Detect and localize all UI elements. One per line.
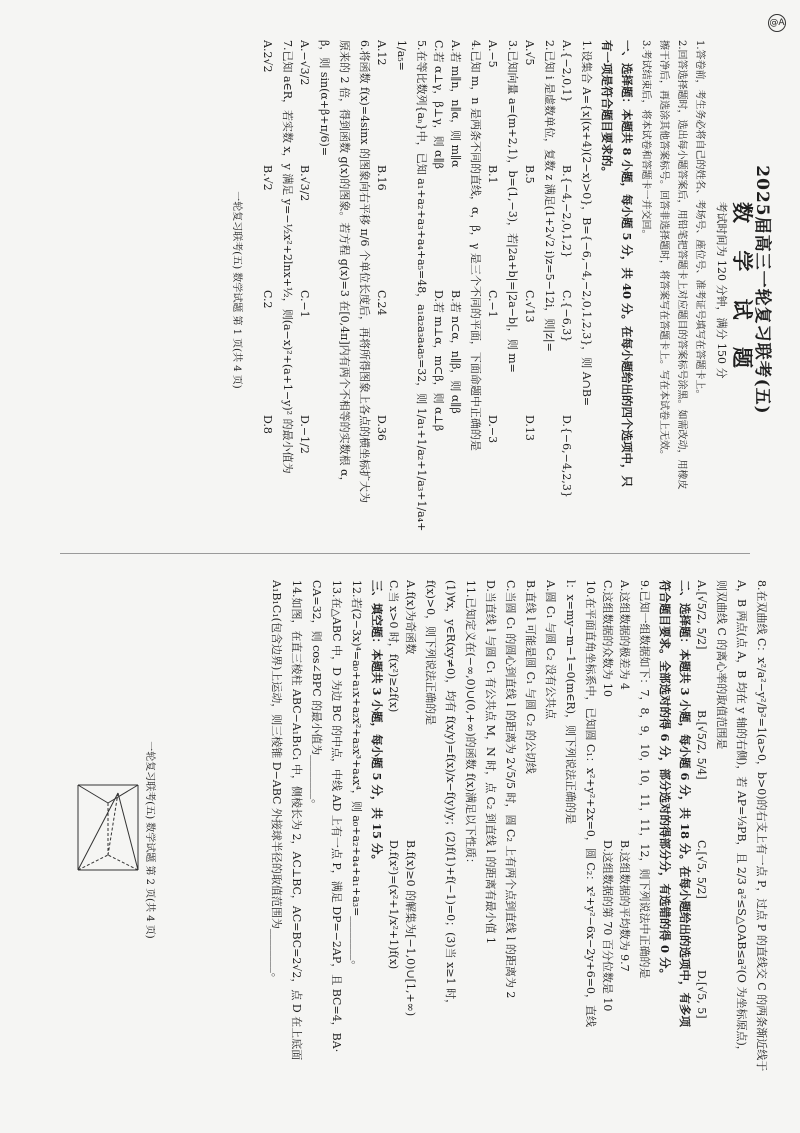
option: C.√13 — [523, 290, 536, 323]
question-10-option-a: A.圆 C₁ 与圆 C₂ 没有公共点 — [544, 580, 557, 720]
exam-title: 2025届高三一轮复习联考(五) — [752, 165, 772, 415]
note-1: 1.答卷前，考生务必将自己的姓名、考场号、座位号、准考证号填写在答题卡上。 — [694, 40, 705, 400]
option: D.{−6,−4,2,3} — [560, 415, 573, 498]
question-7-options — [259, 40, 276, 540]
option: B.16 — [375, 165, 388, 191]
note-3: 擦干净后，再选涂其他答案标号。回答非选择题时，将答案写在答题卡上。写在本试卷上无效。 — [658, 40, 669, 460]
option: C.{−6,3} — [560, 290, 573, 343]
option: A.{−2,0,1} — [560, 40, 573, 103]
question-1-options — [558, 40, 575, 540]
question-6: 6.将函数 f(x)=4sinx 的图象向右平移 π/6 个单位长度后，再将所得图象上各点的横坐标扩大为 — [358, 40, 371, 503]
option: A.√5 — [523, 40, 536, 66]
option: A.[√5/2, 5/2] — [695, 580, 708, 650]
question-9: 9.已知一组数据如下：7，8，9，10，10，11，11，12，则下列说法中正确的是 — [638, 580, 651, 979]
option: C.24 — [375, 290, 388, 316]
question-14: 14.如图，在直三棱柱 ABC−A₁B₁C₁ 中，侧棱长为 2，AC⊥BC，AC=BC=2√2，点 D 在上底面 — [290, 580, 303, 1061]
option: A.−5 — [486, 40, 499, 68]
question-8: 8.在双曲线 C：x²/a²−y²/b²=1(a>0，b>0)的右支上有一点 P，过点 P 的直线交 C 的两条渐近线于 — [755, 580, 768, 1072]
question-6-options — [296, 40, 313, 540]
option: B.{−4,−2,0,1,2} — [560, 165, 573, 258]
option: A.12 — [375, 40, 388, 66]
question-3: 3.已知向量 a=(m+2,1)，b=(1,−3)，若|2a+b|=|2a−b|，则 m= — [506, 40, 519, 373]
question-8-options — [693, 580, 710, 1100]
page-1-footer: 一轮复习联考(五) 数学试题 第 1 页(共 4 页) — [231, 191, 242, 389]
question-2: 2.已知 i 是虚数单位，复数 z 满足(1+2√2 i)z=5−12i，则|z|= — [543, 40, 556, 352]
option: D.这组数据的第 70 百分位数是 10 — [601, 840, 614, 1012]
question-13-cont: CA=32，则 cos∠BPC 的最小值为________。 — [310, 580, 323, 811]
option: B.√2 — [261, 165, 274, 191]
question-10-option-b: B.直线 l 可能是圆 C₁ 与圆 C₂ 的公切线 — [524, 580, 537, 774]
option: D.−1/2 — [298, 415, 311, 454]
section-2-heading-cont: 符合题目要求。全部选对的得 6 分，部分选对的得部分分，有选错的得 0 分。 — [658, 580, 672, 981]
exam-subject: 数 学 试 题 — [730, 202, 755, 378]
option: C.−1 — [486, 290, 499, 318]
question-11: 11.已知定义在(−∞,0)∪(0,+∞)的函数 f(x)满足以下性质： — [464, 580, 477, 869]
option: D.f(x²)=(x²+1/x²+1)f(x) — [387, 840, 400, 970]
question-9-options-row-2 — [599, 580, 616, 1100]
option: B.√3/2 — [298, 165, 311, 202]
question-10-cont: l：x=my−m−1=0(m∈R)，则下列说法正确的是 — [564, 580, 577, 825]
question-8-cont: A，B 两点(点 A，B 均在 y 轴的右侧)，若 AP=⅓PB，且 2/3 a²≤S△OAB≤a²(O 为坐标原点)， — [735, 580, 748, 1057]
prism-edge — [78, 855, 108, 870]
option: D.13 — [523, 415, 536, 441]
question-11-options-row-1 — [402, 580, 419, 1100]
option: B.若 n⊂α，n∥β，则 α∥β — [449, 290, 462, 414]
option: D.8 — [261, 415, 274, 434]
prism-edge — [108, 855, 138, 870]
question-6-cont-2: β，则 sin(α+β+π/6)= — [318, 40, 331, 157]
question-1: 1.设集合 A={x|(x+4)(2−x)>0}，B={−6,−4,−2,0,1,2,3}，则 A∩B= — [580, 40, 593, 407]
question-4: 4.已知 m，n 是两条不同的直线，α，β，γ 是三个不同的平面，下面命题中正确的是 — [469, 40, 482, 451]
page-divider — [60, 553, 750, 554]
option: A.若 m∥n，n∥α，则 m∥α — [449, 40, 462, 168]
option: C.2 — [261, 290, 274, 309]
prism-edge — [118, 793, 138, 870]
question-4-options-row-2 — [430, 40, 447, 540]
question-11-options-row-2 — [385, 580, 402, 1100]
section-1-heading: 一、选择题：本题共 8 小题，每小题 5 分，共 40 分。在每小题给出的四个选项中，只 — [620, 40, 634, 488]
question-11-cont-2: f(x)>0，则下列说法正确的是 — [424, 580, 437, 726]
question-10-option-c: C.当圆 C₁ 的圆心到直线 l 的距离为 2√5/5 时，圆 C₂ 上有两个点到直线 l 的距离为 2 — [504, 580, 517, 999]
question-14-cont: A₁B₁C₁(包含边界)上运动，则三棱锥 D−ABC 外接球半径的取值范围为________。 — [270, 580, 283, 984]
question-7: 7.已知 a∈R，若实数 x，y 满足 y=−½x²+2lnx+½，则(a−x)²+(a+1−y)² 的最小值为 — [281, 40, 294, 474]
note-2: 2.回答选择题时，选出每小题答案后，用铅笔把答题卡上对应题目的答案标号涂黑。如需改动，用橡皮 — [676, 40, 687, 490]
option: A.2√2 — [261, 40, 274, 73]
section-2-heading: 二、选择题：本题共 3 小题，每小题 6 分，共 18 分。在每小题给出的选项中，有多项 — [678, 580, 692, 1028]
option: B.5 — [523, 165, 536, 184]
option: B.[√5/2, 5/4] — [695, 710, 708, 780]
question-2-options — [521, 40, 538, 540]
question-5-cont: 1/a₅= — [395, 40, 408, 71]
prism-edge — [78, 785, 108, 803]
question-6-cont: 原来的 2 倍，得到函数 g(x)的图象。若方程 g(x)=3 在[0,4π]内有两个不相等的实数根 α， — [338, 40, 351, 488]
option: C.当 x>0 时，f(x²)≥2f(x) — [387, 580, 400, 713]
question-10-option-d: D.当直线 l 与圆 C₁ 有公共点 M，N 时，点 C₂ 到直线 l 的距离有最小值 1 — [484, 580, 497, 944]
option: C.−1 — [298, 290, 311, 318]
question-11-cont: (1)∀x，y∈R(xy≠0)，均有 f(x/y)=f(x)/x−f(y)/y；(2)f(1)+f(−1)=0；(3)当 x≥1 时， — [444, 580, 457, 1011]
question-10: 10.在平面直角坐标系中，已知圆 C₁：x²+y²+2x=0，圆 C₂：x²+y²−6x−2y+6=0，直线 — [584, 580, 597, 1027]
prism-figure — [58, 775, 158, 885]
prism-edge — [78, 793, 118, 870]
question-8-cont-2: 则双曲线 C 的离心率的取值范围是 — [715, 580, 728, 750]
option: B.1 — [486, 165, 499, 184]
option: B.f(x)≥0 的解集为[−1,0)∪[1,+∞) — [404, 840, 417, 1017]
prism-edge — [108, 785, 138, 803]
question-3-options — [484, 40, 501, 540]
option: C.若 α⊥γ，β⊥γ，则 α∥β — [432, 40, 445, 170]
page-2-footer: 一轮复习联考(五) 数学试题 第 2 页(共 4 页) — [144, 741, 155, 939]
option: C.这组数据的众数为 10 — [601, 580, 614, 698]
question-5-options — [373, 40, 390, 540]
question-12: 12.若(2−3x)⁴=a₀+a₁x+a₂x²+a₃x³+a₄x⁴，则 a₀+a₂+a₄+a₁+a₃=________。 — [350, 580, 363, 972]
exam-time: 考试时间为 120 分钟，满分 150 分 — [715, 201, 728, 379]
section-3-heading: 三、填空题：本题共 3 小题，每小题 5 分，共 15 分。 — [370, 580, 384, 867]
option: D.[√5, 5] — [695, 970, 708, 1019]
section-1-heading-cont: 有一项是符合题目要求的。 — [600, 40, 614, 178]
option: D.若 m⊥α，m⊂β，则 α⊥β — [432, 290, 445, 432]
option: C.[√5, 5/2] — [695, 840, 708, 899]
option: A.f(x)为奇函数 — [404, 580, 417, 655]
question-5: 5.在等比数列{aₙ}中，已知 a₁+a₂+a₃+a₄+a₅=48，a₁a₂a₃a₄a₅=32，则 1/a₁+1/a₂+1/a₃+1/a₄+ — [415, 40, 428, 532]
option: D.−3 — [486, 415, 499, 444]
option: D.36 — [375, 415, 388, 441]
exam-page-1 — [30, 40, 770, 540]
corner-mark: @A — [768, 14, 786, 32]
option: A.这组数据的极差为 4 — [618, 580, 631, 690]
question-4-options-row-1 — [447, 40, 464, 540]
question-13: 13.在△ABC 中，D 为边 BC 的中点，中线 AD 上有一点 P，满足 DP=−2AP，且 BC=4，BA· — [330, 580, 343, 1053]
question-9-options-row-1 — [616, 580, 633, 1100]
note-4: 3.考试结束后，将本试卷和答题卡一并交回。 — [640, 40, 651, 240]
option: B.这组数据的平均数为 9.7 — [618, 840, 631, 972]
option: A.−√3/2 — [298, 40, 311, 86]
